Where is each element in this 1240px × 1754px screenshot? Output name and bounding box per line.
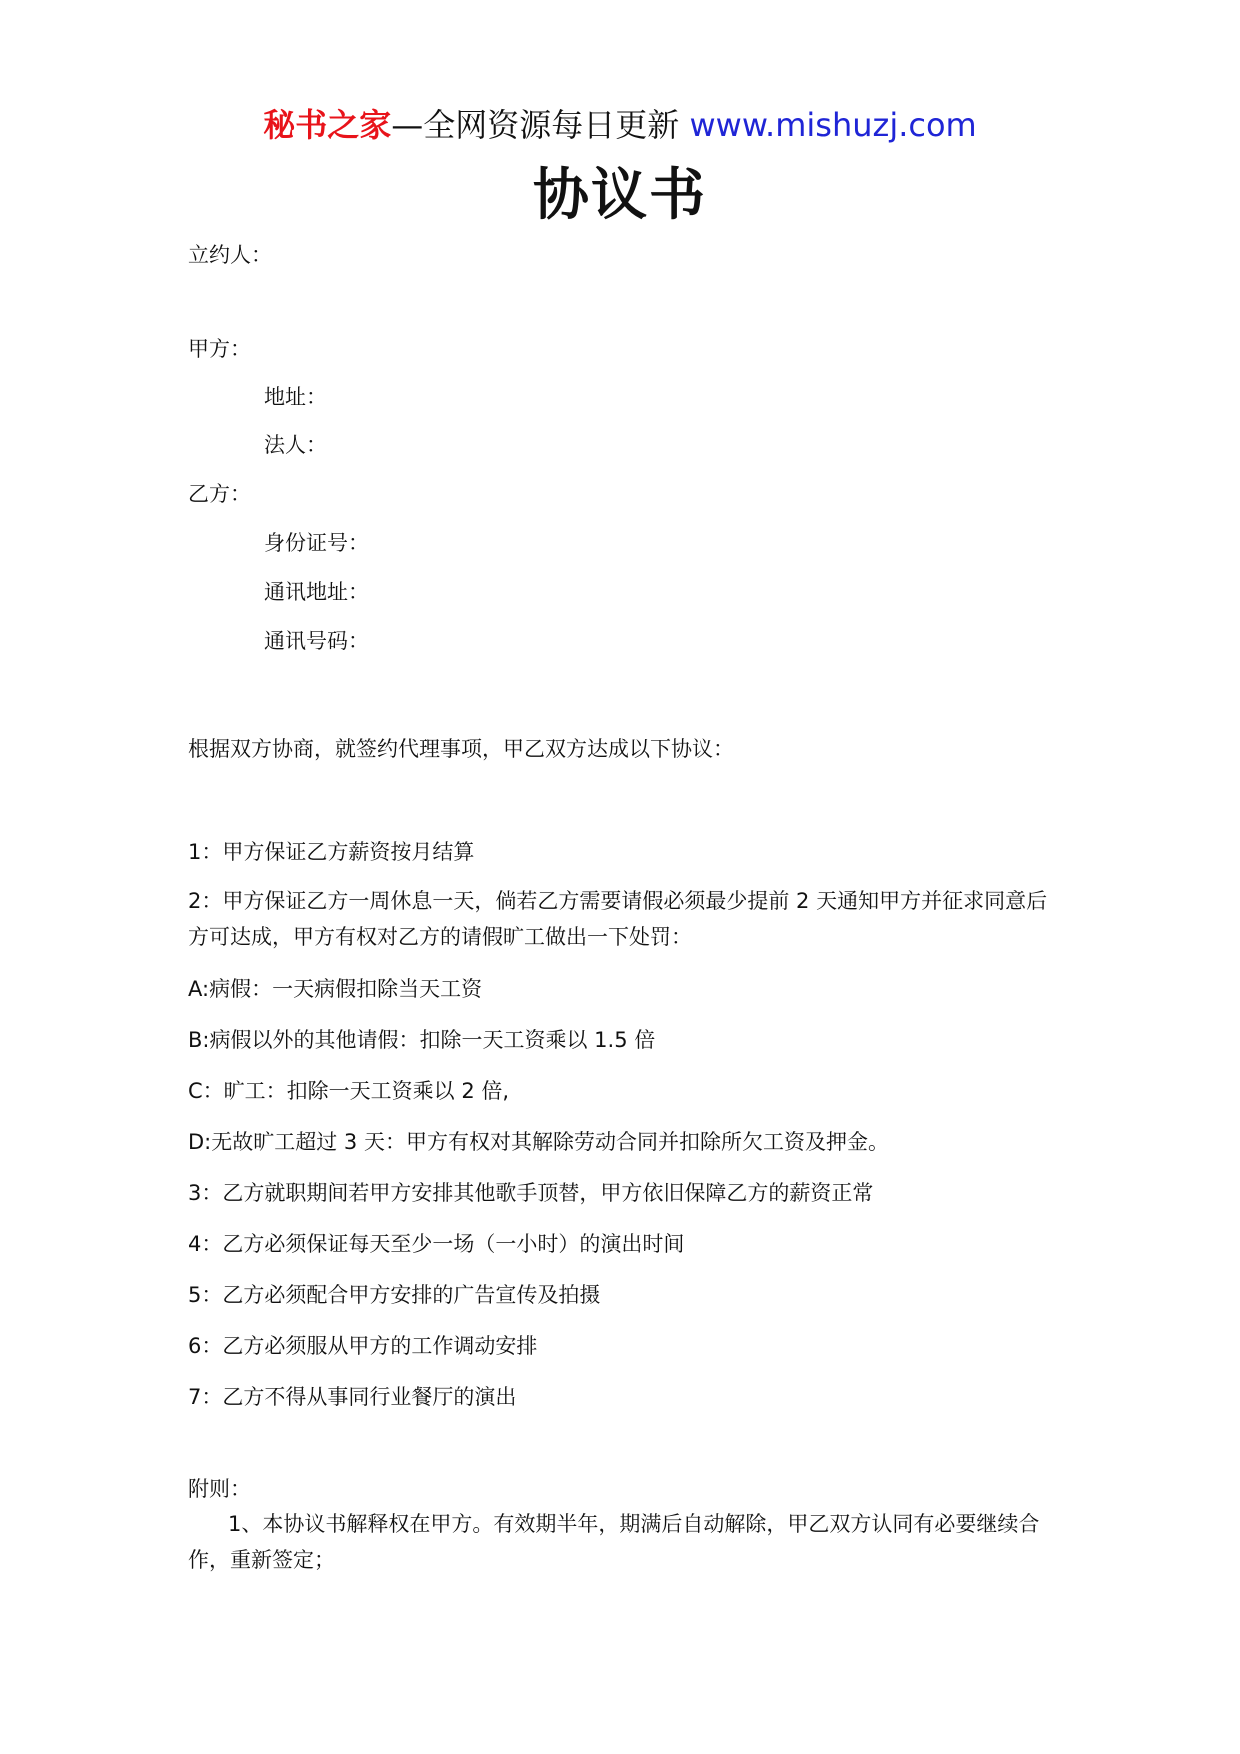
party-b-label: 乙方： xyxy=(188,482,251,506)
party-b-address-label: 通讯地址： xyxy=(264,580,369,604)
clause-3: 3：乙方就职期间若甲方安排其他歌手顶替，甲方依旧保障乙方的薪资正常 xyxy=(188,1181,874,1205)
clause-2: 2：甲方保证乙方一周休息一天，倘若乙方需要请假必须最少提前 2 天通知甲方并征求同意后方可达成，甲方有权对乙方的请假旷工做出一下处罚： xyxy=(188,889,1048,949)
clause-6: 6：乙方必须服从甲方的工作调动安排 xyxy=(188,1334,538,1358)
clause-4: 4：乙方必须保证每天至少一场（一小时）的演出时间 xyxy=(188,1232,685,1256)
site-url-link[interactable]: www.mishuzj.com xyxy=(689,106,977,144)
party-a-label: 甲方： xyxy=(188,337,251,361)
clause-5: 5：乙方必须配合甲方安排的广告宣传及拍摄 xyxy=(188,1283,601,1307)
party-b-phone-label: 通讯号码： xyxy=(264,629,369,653)
clause-2-penalty-c: C：旷工：扣除一天工资乘以 2 倍, xyxy=(188,1079,510,1103)
clause-2-penalty-b: B:病假以外的其他请假：扣除一天工资乘以 1.5 倍 xyxy=(188,1028,656,1052)
clause-2-penalty-d: D:无故旷工超过 3 天：甲方有权对其解除劳动合同并扣除所欠工资及押金。 xyxy=(188,1130,889,1154)
brand-name: 秘书之家 xyxy=(263,106,392,144)
appendix-item-1: 1、本协议书解释权在甲方。有效期半年，期满后自动解除，甲乙双方认同有必要继续合作，重新签定； xyxy=(188,1512,1040,1572)
party-a-address-label: 地址： xyxy=(264,385,327,409)
site-header xyxy=(0,98,1240,152)
clause-7: 7：乙方不得从事同行业餐厅的演出 xyxy=(188,1385,517,1409)
agreement-preamble: 根据双方协商，就签约代理事项，甲乙双方达成以下协议： xyxy=(188,737,734,761)
party-b-id-label: 身份证号： xyxy=(264,531,369,555)
party-a-legal-rep-label: 法人： xyxy=(264,433,327,457)
appendix-heading: 附则： xyxy=(188,1477,251,1501)
header-tagline: —全网资源每日更新 xyxy=(391,106,680,144)
document-title: 协议书 xyxy=(533,163,707,228)
clause-1: 1：甲方保证乙方薪资按月结算 xyxy=(188,840,475,864)
clause-2-penalty-a: A:病假：一天病假扣除当天工资 xyxy=(188,977,483,1001)
contract-parties-label: 立约人： xyxy=(188,243,272,267)
